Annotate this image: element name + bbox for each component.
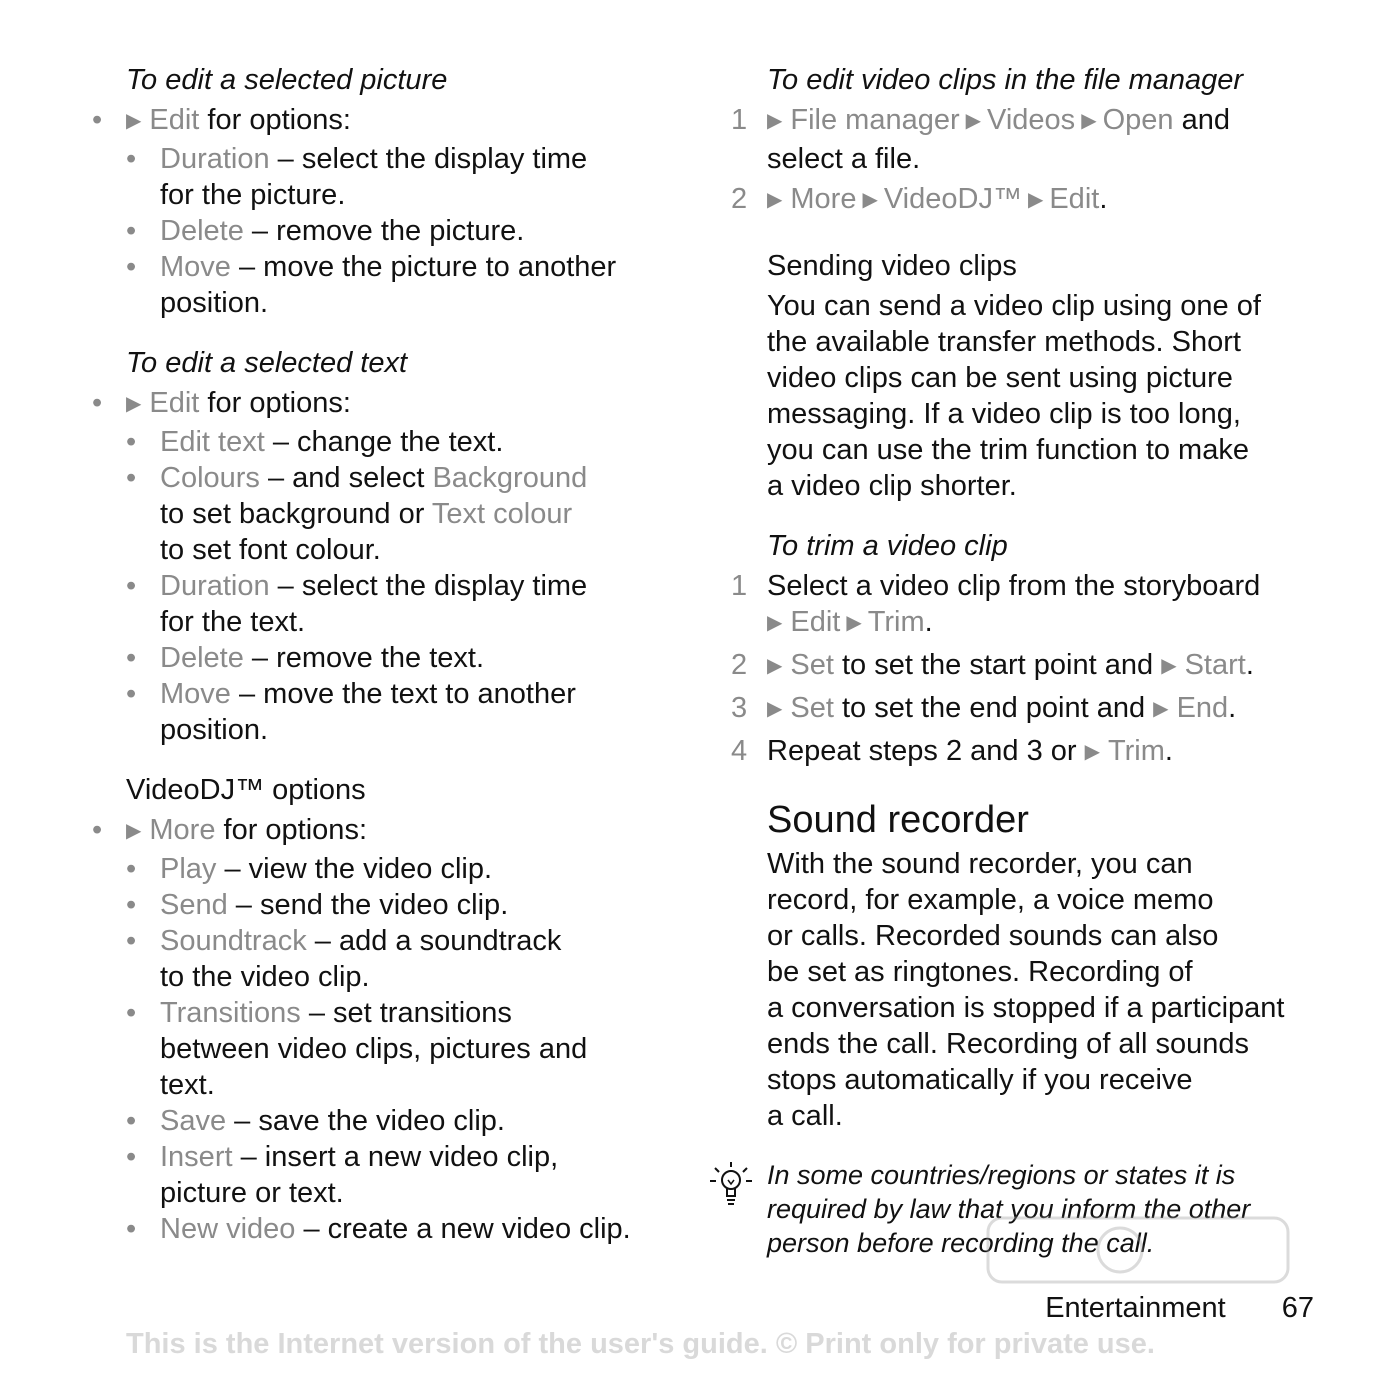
step-text: and xyxy=(1173,104,1230,136)
option-term: Insert xyxy=(160,1141,233,1173)
step-text: . xyxy=(1228,692,1237,724)
bullet-icon: • xyxy=(126,678,137,710)
bullet-icon: • xyxy=(92,387,103,419)
heading-videodj-options: VideoDJ™ options xyxy=(126,774,366,806)
options-label: for options: xyxy=(215,814,367,846)
option-term: Edit text xyxy=(160,426,265,458)
bullet-icon: • xyxy=(92,814,103,846)
arrow-icon: ▶ xyxy=(767,189,783,211)
paragraph-line: a call. xyxy=(767,1100,843,1132)
text-options-list xyxy=(126,424,686,748)
menu-edit: Edit xyxy=(149,104,200,136)
option-term: Delete xyxy=(160,215,244,247)
menu-edit: Edit xyxy=(149,387,200,419)
option-term: Save xyxy=(160,1105,227,1137)
list-item xyxy=(126,213,686,249)
arrow-icon: ▶ xyxy=(126,820,142,842)
bullet-icon: • xyxy=(126,642,137,674)
option-desc: – remove the picture. xyxy=(243,215,525,247)
paragraph-line: you can use the trim function to make xyxy=(767,434,1249,466)
list-item xyxy=(126,1139,686,1211)
step-item xyxy=(731,568,1327,643)
option-desc: – move the picture to another xyxy=(230,251,617,283)
option-desc: text. xyxy=(160,1069,215,1101)
paragraph-line: video clips can be sent using picture xyxy=(767,362,1233,394)
heading-sound-recorder: Sound recorder xyxy=(767,799,1029,841)
option-term: Colours xyxy=(160,462,260,494)
heading-edit-text: To edit a selected text xyxy=(126,347,408,379)
option-desc: position. xyxy=(160,714,269,746)
option-desc: – select the display time xyxy=(269,143,588,175)
arrow-icon: ▶ xyxy=(965,110,982,132)
step-text: to set the end point and xyxy=(833,692,1154,724)
step-text: select a file. xyxy=(767,143,921,175)
section-name: Entertainment xyxy=(1045,1292,1226,1324)
option-desc: to the video clip. xyxy=(160,961,370,993)
heading-file-manager: To edit video clips in the file manager xyxy=(767,64,1244,96)
menu-path: Set xyxy=(790,692,834,724)
lightbulb-icon xyxy=(709,1160,753,1210)
option-desc: – change the text. xyxy=(264,426,504,458)
list-item xyxy=(126,141,686,213)
videodj-options-list xyxy=(126,851,686,1247)
paragraph-line: record, for example, a voice memo xyxy=(767,884,1214,916)
bullet-icon: • xyxy=(126,215,137,247)
option-term: Move xyxy=(160,251,231,283)
arrow-icon: ▶ xyxy=(862,189,878,211)
option-desc: picture or text. xyxy=(160,1177,344,1209)
arrow-icon: ▶ xyxy=(1153,698,1169,720)
menu-path: Set xyxy=(790,649,834,681)
paragraph-line: ends the call. Recording of all sounds xyxy=(767,1028,1250,1060)
arrow-icon: ▶ xyxy=(767,110,783,132)
paragraph-line: stops automatically if you receive xyxy=(767,1064,1193,1096)
step-text: Repeat steps 2 and 3 or xyxy=(767,735,1085,767)
heading-edit-picture: To edit a selected picture xyxy=(126,64,448,96)
option-desc: for the picture. xyxy=(160,179,346,211)
internet-version-note: This is the Internet version of the user's guide. © Print only for private use. xyxy=(126,1328,1155,1360)
menu-path: VideoDJ™ xyxy=(883,183,1022,215)
step-item xyxy=(731,733,1327,772)
step-number: 2 xyxy=(731,649,748,681)
paragraph-line: required by law that you inform the other xyxy=(767,1194,1251,1224)
step-number: 1 xyxy=(731,104,748,136)
bullet-icon: • xyxy=(126,462,137,494)
bullet-icon: • xyxy=(126,426,137,458)
option-desc: – insert a new video clip, xyxy=(232,1141,559,1173)
arrow-icon: ▶ xyxy=(767,698,783,720)
option-desc: – select the display time xyxy=(269,570,588,602)
paragraph-line: or calls. Recorded sounds can also xyxy=(767,920,1219,952)
bullet-icon: • xyxy=(126,1105,137,1137)
bullet-icon: • xyxy=(126,251,137,283)
list-item xyxy=(126,460,686,568)
bullet-icon: • xyxy=(126,143,137,175)
right-column xyxy=(731,62,1327,1260)
list-item xyxy=(126,995,686,1103)
heading-sending-video: Sending video clips xyxy=(767,250,1017,282)
option-term: Delete xyxy=(160,642,244,674)
arrow-icon: ▶ xyxy=(1084,741,1100,763)
step-text: . xyxy=(924,606,933,638)
step-number: 4 xyxy=(731,735,748,767)
option-desc: – create a new video clip. xyxy=(295,1213,631,1245)
option-desc: – save the video clip. xyxy=(226,1105,505,1137)
page-footer xyxy=(1045,1290,1314,1326)
option-term: Text colour xyxy=(431,498,573,530)
step-item xyxy=(731,181,1327,220)
sending-paragraph xyxy=(767,288,1327,504)
list-item xyxy=(126,1211,686,1247)
menu-path: Trim xyxy=(1108,735,1165,767)
option-desc: – view the video clip. xyxy=(216,853,493,885)
bullet-icon: • xyxy=(126,570,137,602)
paragraph-line: You can send a video clip using one of xyxy=(767,290,1261,322)
option-term: Duration xyxy=(160,570,270,602)
bullet-icon: • xyxy=(126,1141,137,1173)
step-number: 1 xyxy=(731,570,748,602)
list-item xyxy=(126,851,686,887)
paragraph-line: a video clip shorter. xyxy=(767,470,1017,502)
menu-path: More xyxy=(790,183,857,215)
menu-path: Trim xyxy=(867,606,925,638)
heading-trim-clip: To trim a video clip xyxy=(767,530,1008,562)
list-item xyxy=(126,1103,686,1139)
option-desc: position. xyxy=(160,287,269,319)
menu-path: End xyxy=(1176,692,1229,724)
option-desc: – add a soundtrack xyxy=(306,925,562,957)
option-term: Transitions xyxy=(160,997,301,1029)
step-text: to set the start point and xyxy=(833,649,1162,681)
step-item xyxy=(731,647,1327,686)
list-item xyxy=(126,887,686,923)
arrow-icon: ▶ xyxy=(846,612,862,634)
option-term: Move xyxy=(160,678,231,710)
options-label: for options: xyxy=(199,387,351,419)
menu-path: Open xyxy=(1102,104,1174,136)
arrow-icon: ▶ xyxy=(126,110,142,132)
step-text: . xyxy=(1099,183,1108,215)
step-item xyxy=(731,690,1327,729)
paragraph-line: In some countries/regions or states it is xyxy=(767,1160,1236,1190)
step-item xyxy=(731,102,1327,177)
videodj-options-row xyxy=(92,812,686,851)
option-desc: for the text. xyxy=(160,606,306,638)
bullet-icon: • xyxy=(126,853,137,885)
step-text: . xyxy=(1245,649,1254,681)
sound-paragraph xyxy=(767,846,1327,1134)
list-item xyxy=(126,249,686,321)
option-desc: – move the text to another xyxy=(230,678,576,710)
paragraph-line: With the sound recorder, you can xyxy=(767,848,1193,880)
option-term: Send xyxy=(160,889,228,921)
picture-options-list xyxy=(126,141,686,321)
option-desc: – remove the text. xyxy=(243,642,484,674)
option-term: Background xyxy=(432,462,588,494)
bullet-icon: • xyxy=(126,997,137,1029)
bullet-icon: • xyxy=(126,1213,137,1245)
option-term: Duration xyxy=(160,143,270,175)
list-item xyxy=(126,568,686,640)
arrow-icon: ▶ xyxy=(1081,110,1097,132)
options-label: for options: xyxy=(199,104,351,136)
bullet-icon: • xyxy=(126,925,137,957)
option-term: Soundtrack xyxy=(160,925,307,957)
left-column xyxy=(92,62,686,1247)
option-term: Play xyxy=(160,853,217,885)
menu-path: File manager xyxy=(790,104,960,136)
list-item xyxy=(126,923,686,995)
menu-path: Edit xyxy=(790,606,841,638)
option-desc: – and select xyxy=(259,462,433,494)
paragraph-line: person before recording the call. xyxy=(767,1228,1155,1258)
arrow-icon: ▶ xyxy=(126,393,142,415)
step-number: 3 xyxy=(731,692,748,724)
menu-path: Edit xyxy=(1049,183,1100,215)
menu-more: More xyxy=(149,814,216,846)
paragraph-line: a conversation is stopped if a participant xyxy=(767,992,1285,1024)
paragraph-line: be set as ringtones. Recording of xyxy=(767,956,1193,988)
arrow-icon: ▶ xyxy=(1027,189,1044,211)
page-number: 67 xyxy=(1281,1292,1314,1324)
step-text: . xyxy=(1164,735,1173,767)
arrow-icon: ▶ xyxy=(767,612,783,634)
step-number: 2 xyxy=(731,183,748,215)
option-desc: – set transitions xyxy=(300,997,512,1029)
menu-path: Start xyxy=(1184,649,1246,681)
bullet-icon: • xyxy=(126,889,137,921)
menu-path: Videos xyxy=(987,104,1076,136)
bullet-icon: • xyxy=(92,104,103,136)
step-text: Select a video clip from the storyboard xyxy=(767,570,1261,602)
option-desc: to set background or xyxy=(160,498,432,530)
list-item xyxy=(126,640,686,676)
option-desc: – send the video clip. xyxy=(227,889,509,921)
paragraph-line: the available transfer methods. Short xyxy=(767,326,1241,358)
paragraph-line: messaging. If a video clip is too long, xyxy=(767,398,1241,430)
option-desc: to set font colour. xyxy=(160,534,381,566)
list-item xyxy=(126,676,686,748)
arrow-icon: ▶ xyxy=(767,655,783,677)
text-options-row xyxy=(92,385,686,424)
list-item xyxy=(126,424,686,460)
picture-options-row xyxy=(92,102,686,141)
arrow-icon: ▶ xyxy=(1161,655,1177,677)
option-term: New video xyxy=(160,1213,296,1245)
option-desc: between video clips, pictures and xyxy=(160,1033,588,1065)
